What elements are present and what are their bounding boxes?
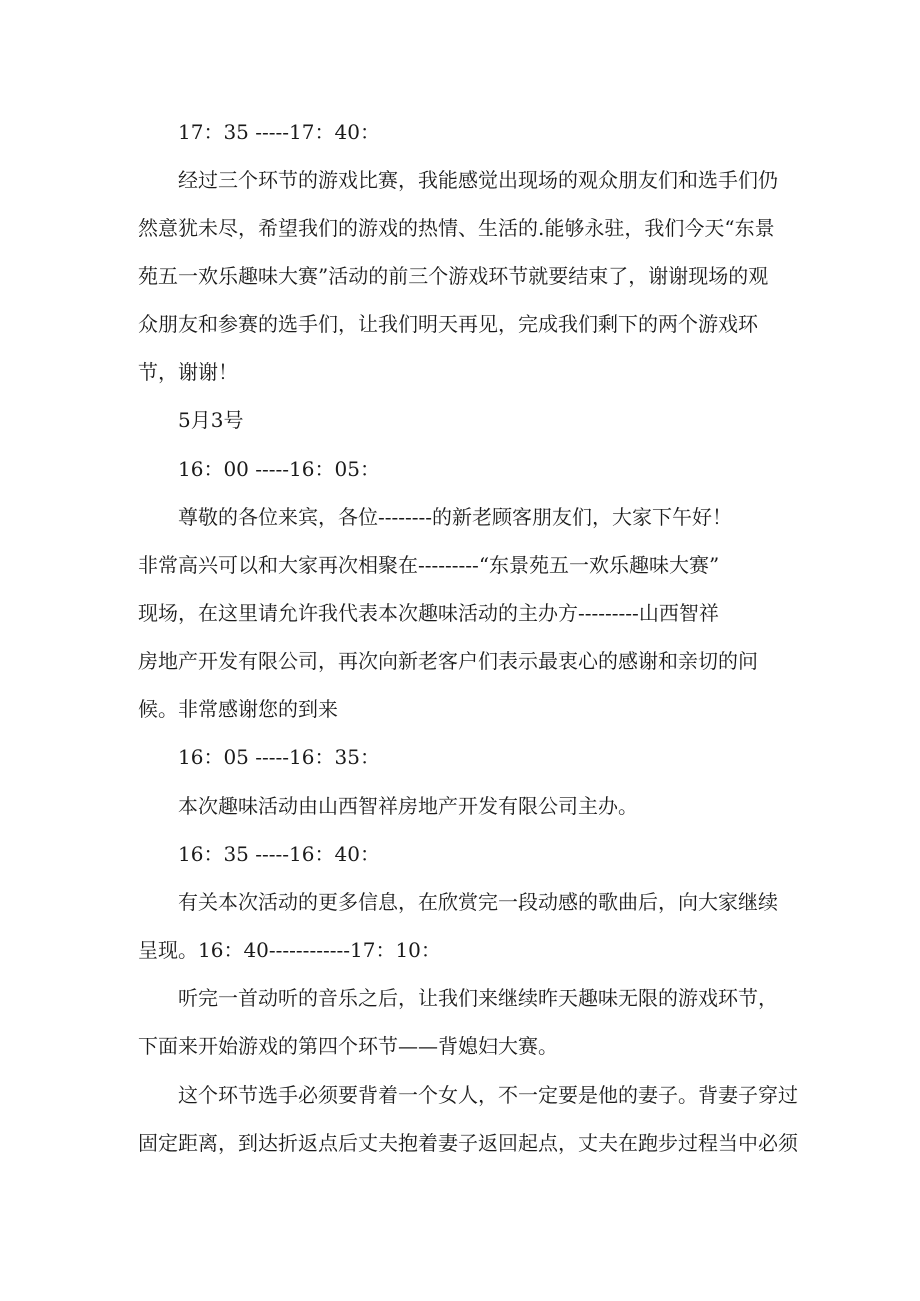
paragraph-line: 众朋友和参赛的选手们，让我们明天再见，完成我们剩下的两个游戏环: [138, 312, 758, 336]
paragraph-line: 候。非常感谢您的到来: [138, 697, 338, 721]
paragraph-line: 经过三个环节的游戏比赛，我能感觉出现场的观众朋友们和选手们仍: [178, 168, 778, 192]
paragraph-line: 现场，在这里请允许我代表本次趣味活动的主办方---------山西智祥: [138, 601, 719, 625]
paragraph-line: 听完一首动听的音乐之后，让我们来继续昨天趣味无限的游戏环节，: [178, 986, 778, 1010]
paragraph-line: 这个环节选手必须要背着一个女人，不一定要是他的妻子。背妻子穿过: [178, 1083, 798, 1107]
time-heading: 17：35 -----17：40：: [178, 120, 380, 144]
time-heading: 16：05 -----16：35：: [178, 745, 380, 769]
date-heading: 5月3号: [178, 408, 244, 432]
time-heading: 16：00 -----16：05：: [178, 457, 380, 481]
paragraph-line: 房地产开发有限公司，再次向新老客户们表示最衷心的感谢和亲切的问: [138, 649, 758, 673]
paragraph-line: 苑五一欢乐趣味大赛”活动的前三个游戏环节就要结束了，谢谢现场的观: [138, 264, 769, 288]
paragraph-line: 节，谢谢！: [138, 360, 238, 384]
paragraph-line: 非常高兴可以和大家再次相聚在---------“东景苑五一欢乐趣味大赛”: [138, 553, 720, 577]
paragraph-line: 本次趣味活动由山西智祥房地产开发有限公司主办。: [178, 794, 638, 818]
paragraph-line: 有关本次活动的更多信息，在欣赏完一段动感的歌曲后，向大家继续: [178, 890, 778, 914]
paragraph-line: 下面来开始游戏的第四个环节——背媳妇大赛。: [138, 1034, 558, 1058]
paragraph-line: 然意犹未尽，希望我们的游戏的热情、生活的.能够永驻，我们今天“东景: [138, 216, 775, 240]
paragraph-line: 固定距离，到达折返点后丈夫抱着妻子返回起点，丈夫在跑步过程当中必须: [138, 1131, 798, 1155]
time-heading: 16：35 -----16：40：: [178, 842, 380, 866]
paragraph-line: 尊敬的各位来宾，各位--------的新老顾客朋友们，大家下午好！: [178, 505, 733, 529]
paragraph-line: 呈现。16：40------------17：10：: [138, 938, 441, 962]
